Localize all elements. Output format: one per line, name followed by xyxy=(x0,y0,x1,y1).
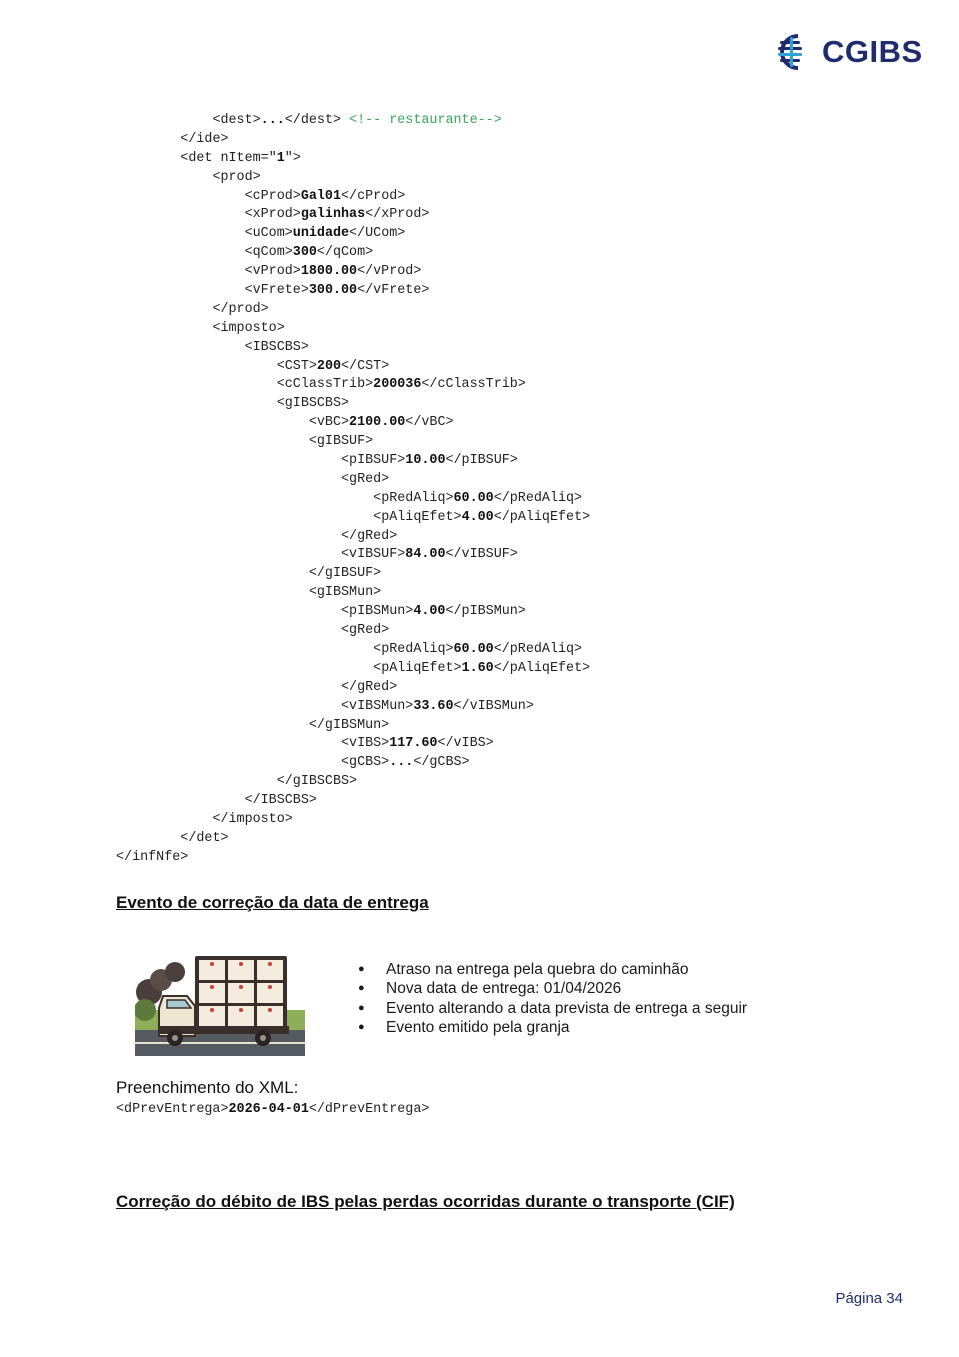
code-comment: <!-- restaurante--> xyxy=(349,113,502,128)
code-tag: </pAliqEfet> xyxy=(493,509,591,525)
code-tag: </qCom> xyxy=(316,245,374,261)
code-line xyxy=(116,641,590,660)
code-tag: <dest> xyxy=(212,113,261,128)
code-tag: </vIBSMun> xyxy=(453,698,534,714)
code-value: Gal01 xyxy=(300,188,342,204)
code-line xyxy=(116,792,590,811)
code-tag: </vFrete> xyxy=(357,283,430,299)
code-value: 1.60 xyxy=(461,660,494,676)
bullet-item: ● Nova data de entrega: 01/04/2026 xyxy=(358,979,747,998)
code-value: 33.60 xyxy=(413,698,454,714)
section-title-delivery-correction: Evento de correção da data de entrega xyxy=(116,893,429,912)
section-title-ibs-correction: Correção do débito de IBS pelas perdas ocorridas durante o transporte (CIF) xyxy=(116,1192,735,1211)
code-value: 2100.00 xyxy=(349,415,406,431)
code-tag: </vProd> xyxy=(357,264,422,280)
code-line xyxy=(116,546,590,565)
code-tag: </gRed> xyxy=(341,679,398,695)
code-value: ... xyxy=(389,755,414,771)
code-value: galinhas xyxy=(300,207,366,223)
code-tag: <gRed> xyxy=(341,471,390,487)
code-tag: <gIBSMun> xyxy=(308,585,382,601)
code-line xyxy=(116,584,590,603)
code-value: 84.00 xyxy=(405,547,446,563)
xml-date-value: 2026-04-01 xyxy=(228,1102,309,1117)
brand-name: CGIBS xyxy=(822,34,923,69)
xml-fill-label: Preenchimento do XML: xyxy=(116,1078,299,1097)
code-line xyxy=(116,301,590,320)
code-tag: <gCBS> xyxy=(341,755,390,771)
code-line xyxy=(116,528,590,547)
code-line xyxy=(116,150,590,169)
code-line xyxy=(116,112,590,131)
code-tag: </cClassTrib> xyxy=(421,377,526,393)
code-tag: </imposto> xyxy=(212,811,293,827)
code-tag: </CST> xyxy=(341,358,390,374)
code-tag: <det nItem=" xyxy=(180,150,277,166)
code-tag: <vBC> xyxy=(308,415,350,431)
code-tag: </det> xyxy=(180,830,229,846)
code-tag: <vFrete> xyxy=(244,283,309,299)
code-tag: </IBSCBS> xyxy=(244,793,317,809)
code-line xyxy=(116,433,590,452)
xml-code-block xyxy=(116,112,590,868)
code-line xyxy=(116,698,590,717)
code-tag: </vBC> xyxy=(405,415,454,431)
code-line xyxy=(116,206,590,225)
code-tag: <vProd> xyxy=(244,264,301,280)
bullet-item: ● Evento alterando a data prevista de entrega a seguir xyxy=(358,999,747,1018)
code-line xyxy=(116,414,590,433)
code-tag: </UCom> xyxy=(349,226,406,242)
code-value: ... xyxy=(260,113,285,128)
code-tag: <cProd> xyxy=(244,188,301,204)
code-tag: </pRedAliq> xyxy=(493,641,583,657)
code-line xyxy=(116,169,590,188)
code-value: 200 xyxy=(316,358,342,374)
code-line xyxy=(116,471,590,490)
code-tag: </pIBSUF> xyxy=(445,453,518,469)
code-tag: "> xyxy=(284,150,301,166)
code-tag: </cProd> xyxy=(341,188,406,204)
code-tag: </gIBSCBS> xyxy=(276,774,358,790)
code-value: 300.00 xyxy=(308,283,358,299)
code-tag: </prod> xyxy=(212,301,269,317)
code-tag: <cClassTrib> xyxy=(276,377,374,393)
code-value: unidade xyxy=(292,226,350,242)
code-value: 10.00 xyxy=(405,453,446,469)
code-line xyxy=(116,603,590,622)
code-tag: <pIBSUF> xyxy=(341,453,406,469)
code-line xyxy=(116,773,590,792)
code-tag: <prod> xyxy=(212,169,261,185)
code-tag: </gCBS> xyxy=(413,755,470,771)
code-line xyxy=(116,376,590,395)
code-value: 200036 xyxy=(373,377,422,393)
code-tag: </infNfe> xyxy=(116,849,189,865)
code-tag: <gIBSUF> xyxy=(308,434,374,450)
code-tag: </ide> xyxy=(180,131,229,147)
code-value: 117.60 xyxy=(389,736,438,752)
code-line xyxy=(116,565,590,584)
code-tag: <uCom> xyxy=(244,226,293,242)
code-line xyxy=(116,339,590,358)
code-tag: <vIBSMun> xyxy=(341,698,414,714)
code-line xyxy=(116,188,590,207)
code-tag: <IBSCBS> xyxy=(244,339,309,355)
cgibs-logo xyxy=(776,32,928,72)
cgibs-logo-icon xyxy=(776,32,820,72)
xml-open-tag: <dPrevEntrega> xyxy=(116,1102,229,1117)
code-tag: </dest> xyxy=(284,113,350,128)
code-value: 60.00 xyxy=(453,641,494,657)
chicken-truck-illustration xyxy=(135,952,305,1056)
code-tag: </pRedAliq> xyxy=(493,490,583,506)
xml-close-tag: </dPrevEntrega> xyxy=(308,1102,430,1117)
code-value: 300 xyxy=(292,245,317,261)
delivery-event-bullets xyxy=(358,960,747,1037)
code-line xyxy=(116,263,590,282)
code-tag: </gIBSUF> xyxy=(308,566,382,582)
code-tag: </pAliqEfet> xyxy=(493,660,591,676)
code-line xyxy=(116,131,590,150)
code-tag: <pRedAliq> xyxy=(373,641,454,657)
code-value: 4.00 xyxy=(461,509,494,525)
code-tag: <pIBSMun> xyxy=(341,604,414,620)
bullet-item: ● Atraso na entrega pela quebra do caminhão xyxy=(358,960,747,979)
code-value: 4.00 xyxy=(413,604,446,620)
code-line xyxy=(116,811,590,830)
code-tag: <pAliqEfet> xyxy=(373,509,462,525)
code-tag: <vIBS> xyxy=(341,736,390,752)
code-tag: </gIBSMun> xyxy=(308,717,390,733)
code-tag: <pAliqEfet> xyxy=(373,660,462,676)
code-line xyxy=(116,509,590,528)
code-tag: </vIBSUF> xyxy=(445,547,518,563)
code-line xyxy=(116,622,590,641)
code-tag: </xProd> xyxy=(365,207,430,223)
code-line xyxy=(116,452,590,471)
code-line xyxy=(116,282,590,301)
code-line xyxy=(116,395,590,414)
bullet-item: ● Evento emitido pela granja xyxy=(358,1018,747,1037)
code-value: 60.00 xyxy=(453,490,494,506)
code-tag: <gRed> xyxy=(341,623,390,639)
code-tag: </pIBSMun> xyxy=(445,604,526,620)
xml-prev-entrega xyxy=(116,1102,429,1117)
code-tag: <vIBSUF> xyxy=(341,547,406,563)
code-tag: <imposto> xyxy=(212,320,285,336)
code-line xyxy=(116,717,590,736)
code-line xyxy=(116,660,590,679)
code-line xyxy=(116,320,590,339)
code-tag: <pRedAliq> xyxy=(373,490,454,506)
code-tag: <CST> xyxy=(276,358,317,374)
code-line xyxy=(116,735,590,754)
code-line xyxy=(116,358,590,377)
code-line xyxy=(116,679,590,698)
code-line xyxy=(116,754,590,773)
code-tag: <qCom> xyxy=(244,245,293,261)
code-line xyxy=(116,849,590,868)
code-tag: <gIBSCBS> xyxy=(276,396,350,412)
page-number: Página 34 xyxy=(835,1290,903,1307)
code-line xyxy=(116,830,590,849)
code-tag: </vIBS> xyxy=(437,736,494,752)
code-line xyxy=(116,244,590,263)
code-tag: <xProd> xyxy=(244,207,301,223)
code-line xyxy=(116,490,590,509)
code-value: 1800.00 xyxy=(300,264,358,280)
code-line xyxy=(116,225,590,244)
code-tag: </gRed> xyxy=(341,528,398,544)
code-value: 1 xyxy=(276,150,285,166)
